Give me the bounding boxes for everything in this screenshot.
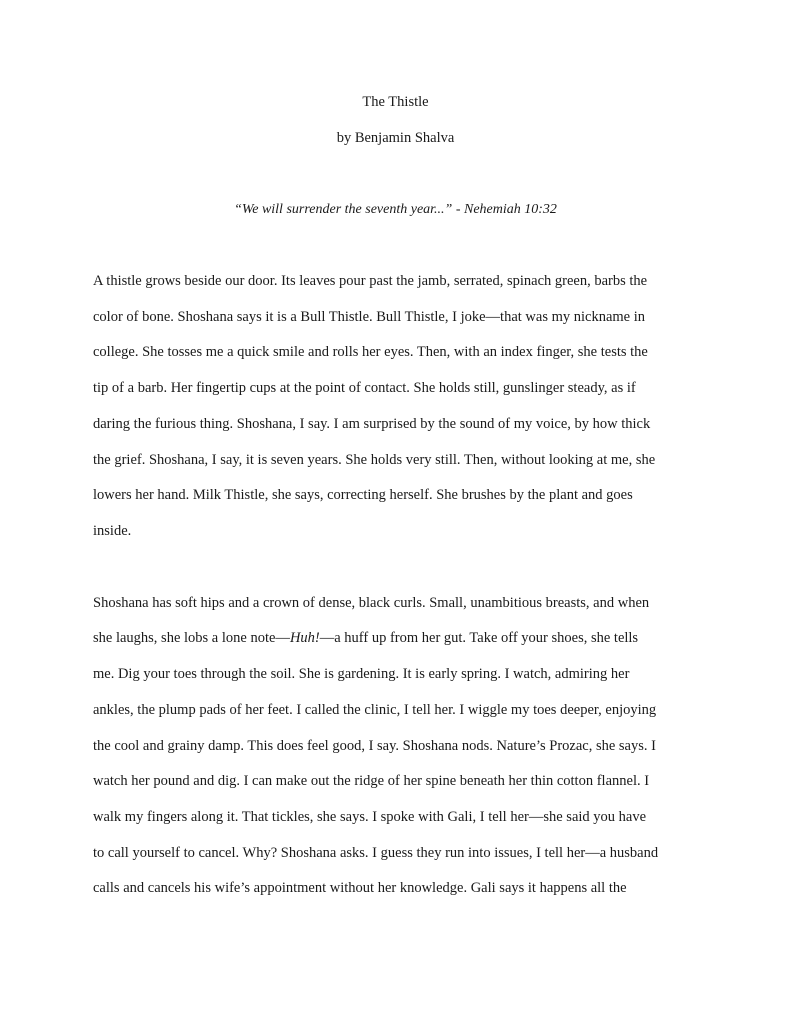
text-line: to call yourself to cancel. Why? Shoshana asks. I guess they run into issues, I tell her—a husband	[93, 845, 659, 861]
text-line: watch her pound and dig. I can make out the ridge of her spine beneath her thin cotton flannel. I	[93, 773, 650, 789]
text-run: she laughs, she lobs a lone note—	[93, 630, 290, 646]
text-line: walk my fingers along it. That tickles, she says. I spoke with Gali, I tell her—she said you have	[93, 809, 647, 825]
text-line: Shoshana has soft hips and a crown of dense, black curls. Small, unambitious breasts, and when	[93, 595, 650, 611]
text-line: inside.	[93, 523, 132, 539]
text-line: tip of a barb. Her fingertip cups at the point of contact. She holds still, gunslinger steady, as if	[93, 380, 636, 396]
text-run: —a huff up from her gut. Take off your shoes, she tells	[319, 630, 639, 646]
document-title: The Thistle	[362, 94, 429, 110]
author-byline: by Benjamin Shalva	[336, 130, 455, 146]
text-line: lowers her hand. Milk Thistle, she says, correcting herself. She brushes by the plant and goes	[93, 487, 633, 503]
text-line: color of bone. Shoshana says it is a Bull Thistle. Bull Thistle, I joke—that was my nickname in	[93, 309, 646, 325]
text-line: the grief. Shoshana, I say, it is seven years. She holds very still. Then, without looking at me, she	[93, 452, 656, 468]
text-line	[93, 628, 638, 648]
italic-interjection: Huh!	[289, 630, 320, 646]
epigraph: “We will surrender the seventh year...” - Nehemiah 10:32	[234, 202, 557, 217]
text-line: me. Dig your toes through the soil. She is gardening. It is early spring. I watch, admiring her	[93, 666, 630, 682]
text-line: college. She tosses me a quick smile and rolls her eyes. Then, with an index finger, she tests the	[93, 344, 648, 360]
text-line: daring the furious thing. Shoshana, I say. I am surprised by the sound of my voice, by how thick	[93, 416, 651, 432]
text-line: calls and cancels his wife’s appointment without her knowledge. Gali says it happens all the	[93, 880, 627, 896]
text-line: A thistle grows beside our door. Its leaves pour past the jamb, serrated, spinach green, barbs the	[93, 273, 648, 289]
text-line: ankles, the plump pads of her feet. I called the clinic, I tell her. I wiggle my toes deeper, enjoying	[93, 702, 657, 718]
text-line: the cool and grainy damp. This does feel good, I say. Shoshana nods. Nature’s Prozac, she says. I	[93, 738, 656, 754]
